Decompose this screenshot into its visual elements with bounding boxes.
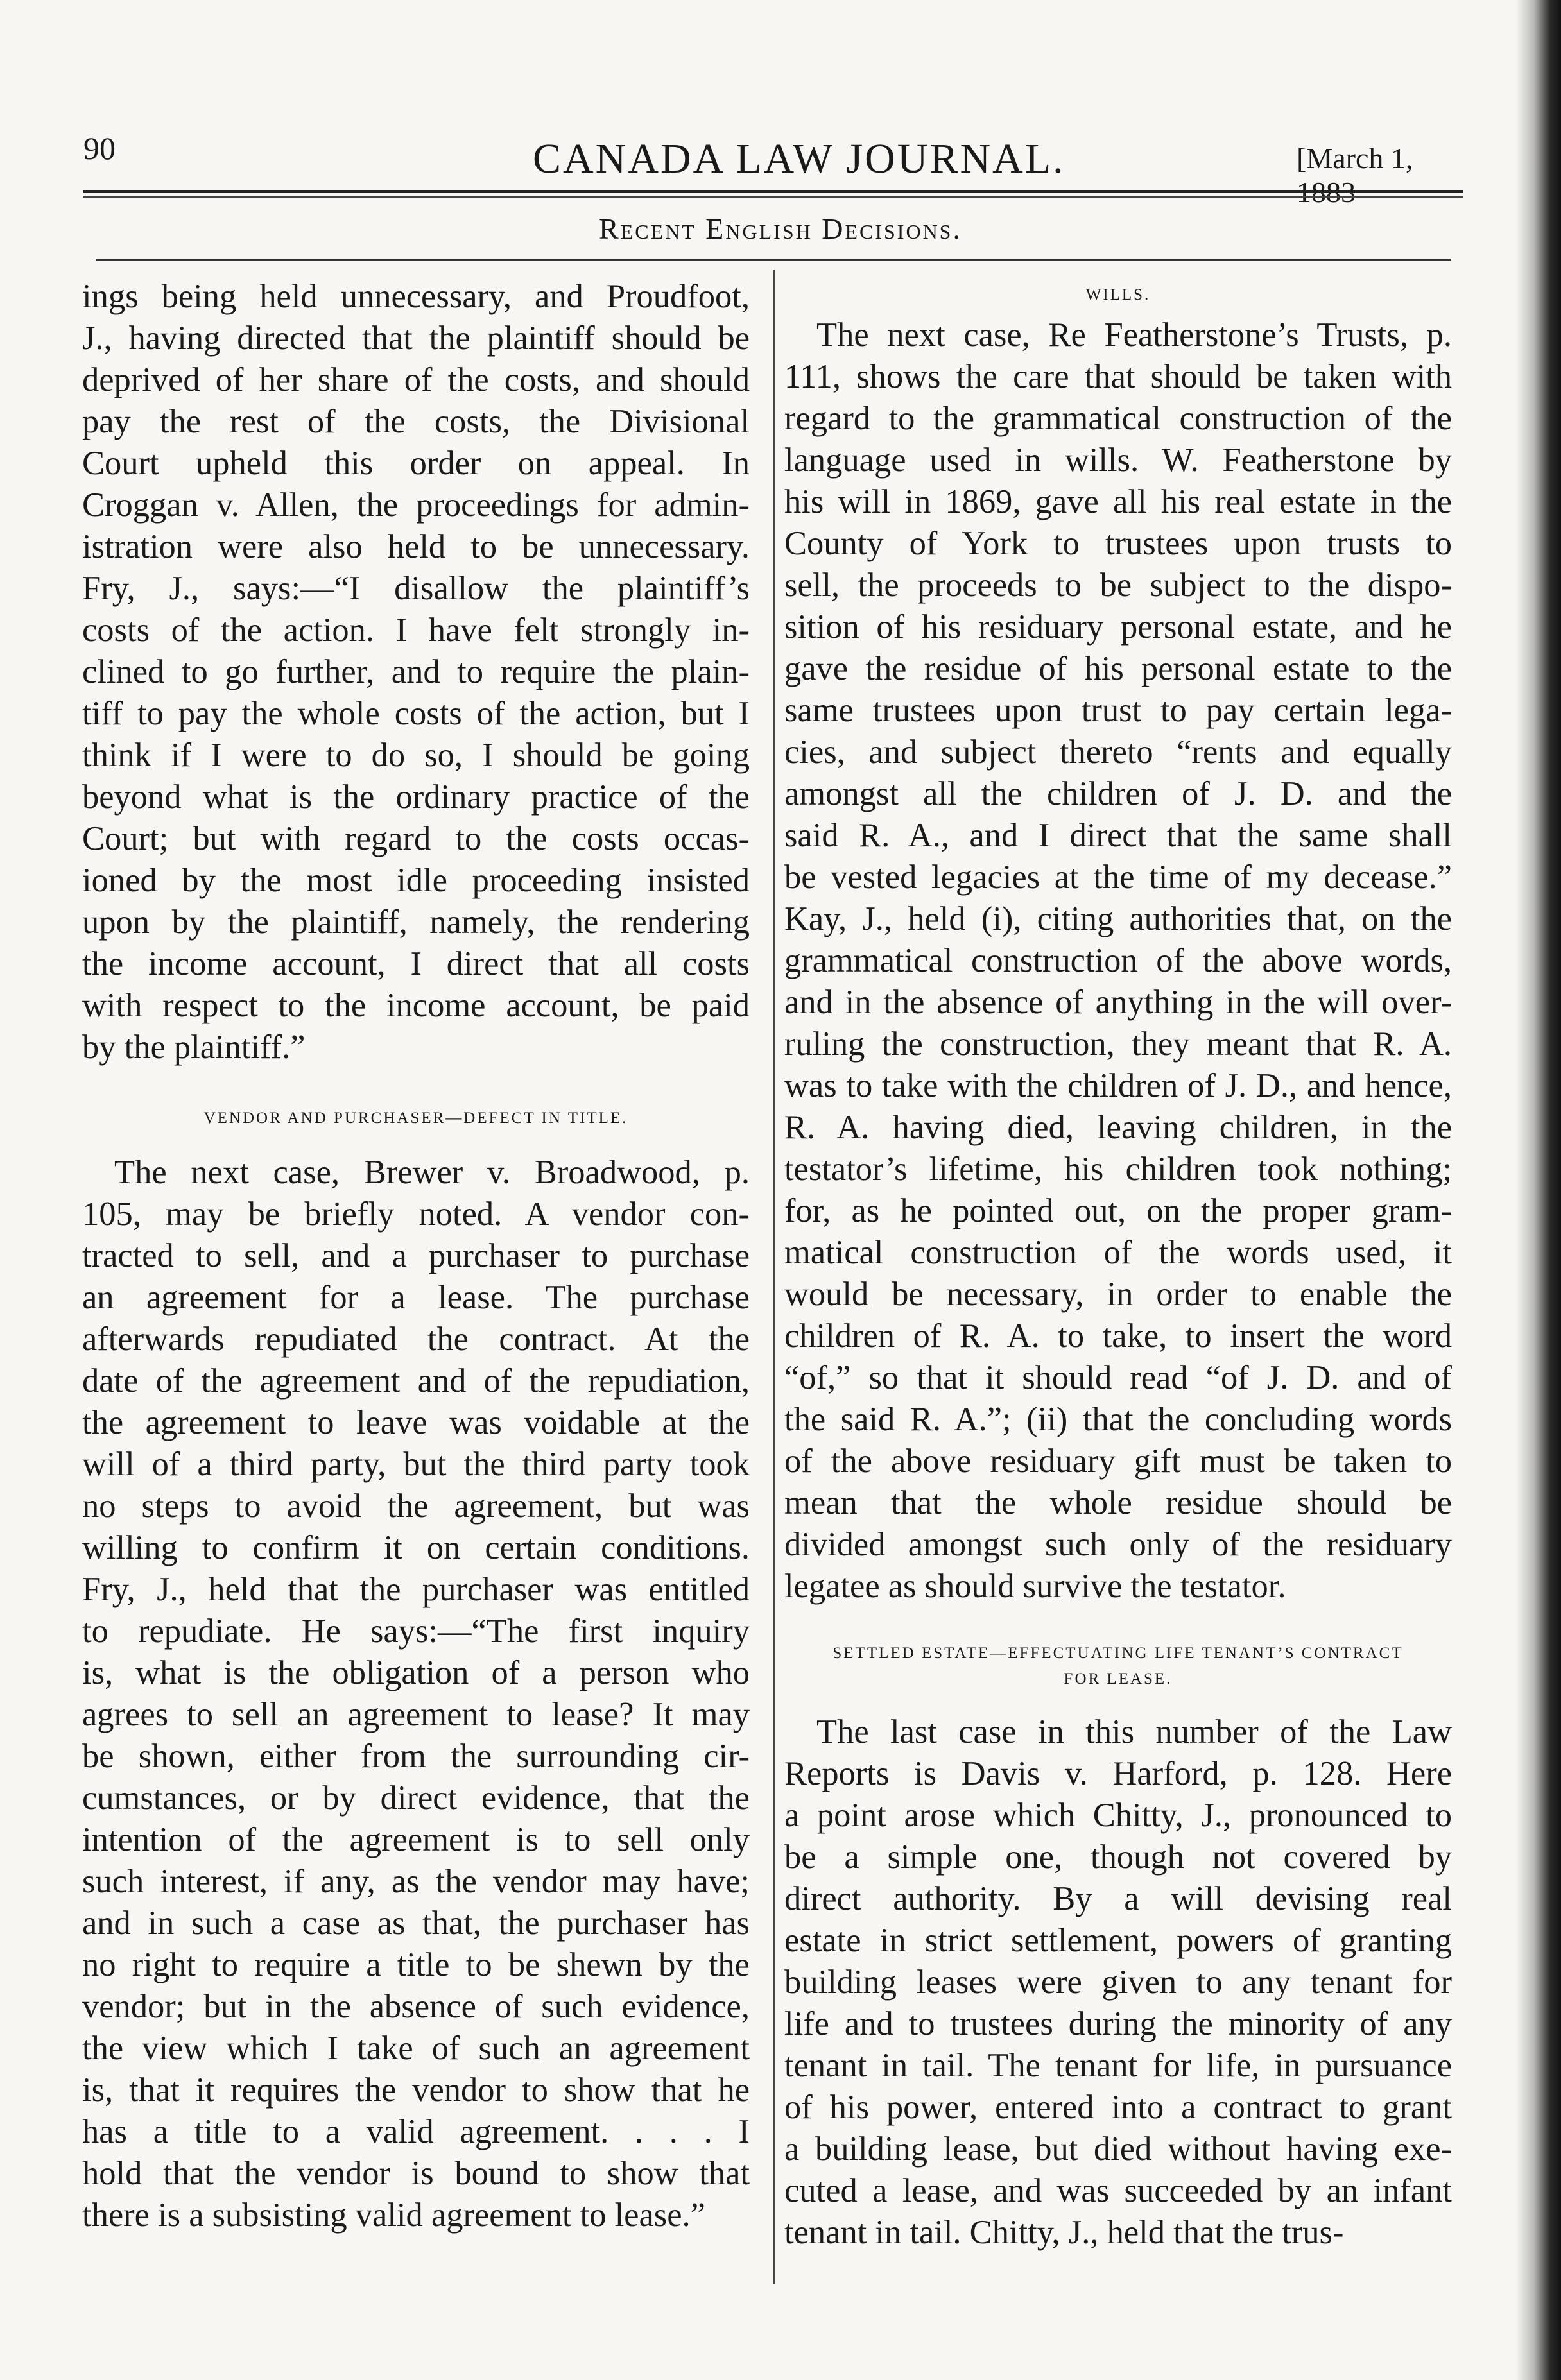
text-line: such interest, if any, as the vendor may have; <box>82 1863 750 1900</box>
text-line: date of the agreement and of the repudiation, <box>82 1362 750 1400</box>
text-line: legatee as should survive the testator. <box>784 1568 1286 1605</box>
text-line: willing to confirm it on certain conditions. <box>82 1529 750 1566</box>
issue-date: [March 1, 1883 <box>1297 142 1413 209</box>
text-line: be shown, either from the surrounding cir- <box>82 1738 750 1775</box>
text-line: the agreement to leave was voidable at the <box>82 1404 750 1441</box>
text-line: is, that it requires the vendor to show that he <box>82 2071 750 2109</box>
text-line: no steps to avoid the agreement, but was <box>82 1487 750 1525</box>
text-line: life and to trustees during the minority of any <box>784 2005 1452 2042</box>
text-line: by the plaintiff.” <box>82 1029 306 1066</box>
page-binding-edge <box>1516 0 1561 2380</box>
text-line: afterwards repudiated the contract. At the <box>82 1321 750 1358</box>
text-line: hold that the vendor is bound to show that <box>82 2155 750 2192</box>
text-line: The next case, Brewer v. Broadwood, p. <box>114 1154 750 1191</box>
text-line: an agreement for a lease. The purchase <box>82 1279 750 1316</box>
heading-vendor-purchaser: VENDOR AND PURCHASER—DEFECT IN TITLE. <box>203 1109 628 1127</box>
text-line: a point arose which Chitty, J., pronounced to <box>784 1797 1452 1834</box>
text-line: gave the residue of his personal estate to the <box>784 650 1452 687</box>
text-line: cies, and subject thereto “rents and equally <box>784 733 1452 771</box>
text-line: children of R. A. to take, to insert the word <box>784 1317 1452 1355</box>
text-line: the view which I take of such an agreement <box>82 2030 750 2067</box>
text-line: said R. A., and I direct that the same shall <box>784 817 1452 854</box>
left-paragraph-costs <box>82 276 750 1068</box>
text-line: agrees to sell an agreement to lease? It may <box>82 1696 750 1733</box>
text-line: The last case in this number of the Law <box>816 1713 1452 1751</box>
right-paragraph-featherstone <box>784 314 1452 1607</box>
text-line: grammatical construction of the above words, <box>784 942 1452 979</box>
text-line: be a simple one, though not covered by <box>784 1838 1452 1876</box>
heading-wills: WILLS. <box>1085 286 1151 304</box>
text-line: upon by the plaintiff, namely, the rendering <box>82 903 750 941</box>
text-line: there is a subsisting valid agreement to lease.” <box>82 2196 705 2234</box>
text-line: same trustees upon trust to pay certain lega- <box>784 692 1452 729</box>
text-line: be vested legacies at the time of my decease.” <box>784 859 1452 896</box>
text-line: “of,” so that it should read “of J. D. and of <box>784 1359 1452 1396</box>
text-line: beyond what is the ordinary practice of the <box>82 778 750 816</box>
text-line: and in the absence of anything in the will over- <box>784 984 1452 1021</box>
text-line: has a title to a valid agreement. . . . I <box>82 2113 750 2150</box>
text-line: a building lease, but died without having exe- <box>784 2130 1452 2168</box>
text-line: for, as he pointed out, on the proper gram- <box>784 1192 1452 1229</box>
text-line: will of a third party, but the third party took <box>82 1446 750 1483</box>
text-line: tenant in tail. The tenant for life, in pursuance <box>784 2047 1452 2084</box>
text-line: testator’s lifetime, his children took nothing; <box>784 1151 1452 1188</box>
text-line: sition of his residuary personal estate, and he <box>784 608 1452 646</box>
text-line: tiff to pay the whole costs of the action, but I <box>82 695 750 732</box>
text-line: pay the rest of the costs, the Divisional <box>82 403 750 440</box>
text-line: building leases were given to any tenant for <box>784 1964 1452 2001</box>
text-line: tracted to sell, and a purchaser to purchase <box>82 1237 750 1274</box>
text-line: Court; but with regard to the costs occas- <box>82 820 750 857</box>
text-line: Fry, J., says:—“I disallow the plaintiff’s <box>82 570 750 607</box>
column-divider <box>773 270 775 2284</box>
text-line: deprived of her share of the costs, and should <box>82 361 750 398</box>
heading-settled-line-1: SETTLED ESTATE—EFFECTUATING LIFE TENANT’S CONTRACT <box>832 1645 1404 1662</box>
text-line: think if I were to do so, I should be going <box>82 737 750 774</box>
text-line: and in such a case as that, the purchaser has <box>82 1905 750 1942</box>
text-line: Kay, J., held (i), citing authorities that, on the <box>784 900 1452 937</box>
text-line: 105, may be briefly noted. A vendor con- <box>82 1195 750 1233</box>
text-line: County of York to trustees upon trusts to <box>784 525 1452 562</box>
journal-title: CANADA LAW JOURNAL. <box>533 135 1065 182</box>
text-line: Croggan v. Allen, the proceedings for admin- <box>82 486 750 524</box>
text-line: no right to require a title to be shewn by the <box>82 1946 750 1983</box>
page-number: 90 <box>83 130 116 166</box>
text-line: tenant in tail. Chitty, J., held that the trus- <box>784 2214 1344 2251</box>
text-line: was to take with the children of J. D., and hence, <box>784 1067 1452 1104</box>
text-line: his will in 1869, gave all his real estate in the <box>784 483 1452 520</box>
text-line: sell, the proceeds to be subject to the dispo- <box>784 567 1452 604</box>
text-line: ings being held unnecessary, and Proudfoot, <box>82 278 750 315</box>
text-line: clined to go further, and to require the plain- <box>82 653 750 690</box>
text-line: direct authority. By a will devising real <box>784 1880 1452 1917</box>
text-line: vendor; but in the absence of such evidence, <box>82 1988 750 2025</box>
text-line: would be necessary, in order to enable the <box>784 1276 1452 1313</box>
text-line: The next case, Re Featherstone’s Trusts, p. <box>816 316 1452 354</box>
text-line: mean that the whole residue should be <box>784 1484 1452 1521</box>
text-line: language used in wills. W. Featherstone by <box>784 441 1452 479</box>
text-line: ruling the construction, they meant that R. A. <box>784 1025 1452 1063</box>
section-rule <box>96 259 1451 261</box>
left-column <box>82 276 750 2236</box>
text-line: intention of the agreement is to sell only <box>82 1821 750 1858</box>
text-line: costs of the action. I have felt strongly in- <box>82 612 750 649</box>
header-rule <box>83 190 1463 193</box>
left-paragraph-brewer <box>82 1152 750 2236</box>
text-line: of his power, entered into a contract to grant <box>784 2089 1452 2126</box>
text-line: cumstances, or by direct evidence, that the <box>82 1779 750 1817</box>
text-line: amongst all the children of J. D. and the <box>784 775 1452 812</box>
text-line: is, what is the obligation of a person who <box>82 1654 750 1691</box>
text-line: ioned by the most idle proceeding insisted <box>82 862 750 899</box>
text-line: the said R. A.”; (ii) that the concluding words <box>784 1401 1452 1438</box>
text-line: of the above residuary gift must be taken to <box>784 1443 1452 1480</box>
text-line: istration were also held to be unnecessary. <box>82 528 750 565</box>
section-title: Recent English Decisions. <box>599 212 962 245</box>
text-line: Court upheld this order on appeal. In <box>82 445 750 482</box>
page-header <box>83 122 1463 209</box>
right-paragraph-davis <box>784 1711 1452 2254</box>
header-rule-thin <box>83 196 1463 198</box>
text-line: Reports is Davis v. Harford, p. 128. Here <box>784 1755 1452 1792</box>
text-line: the income account, I direct that all costs <box>82 945 750 982</box>
text-line: cuted a lease, and was succeeded by an infant <box>784 2172 1452 2209</box>
text-line: estate in strict settlement, powers of granting <box>784 1922 1452 1959</box>
text-line: to repudiate. He says:—“The first inquiry <box>82 1613 750 1650</box>
text-line: J., having directed that the plaintiff should be <box>82 320 750 357</box>
text-line: divided amongst such only of the residuary <box>784 1526 1452 1563</box>
text-line: matical construction of the words used, it <box>784 1234 1452 1271</box>
right-column <box>784 276 1452 2254</box>
heading-settled-estate <box>784 1641 1452 1692</box>
heading-settled-line-2: FOR LEASE. <box>1064 1670 1173 1688</box>
text-line: 111, shows the care that should be taken with <box>784 358 1452 395</box>
text-line: regard to the grammatical construction of the <box>784 400 1452 437</box>
text-line: Fry, J., held that the purchaser was entitled <box>82 1571 750 1608</box>
text-line: R. A. having died, leaving children, in the <box>784 1109 1452 1146</box>
text-line: with respect to the income account, be paid <box>82 987 750 1024</box>
